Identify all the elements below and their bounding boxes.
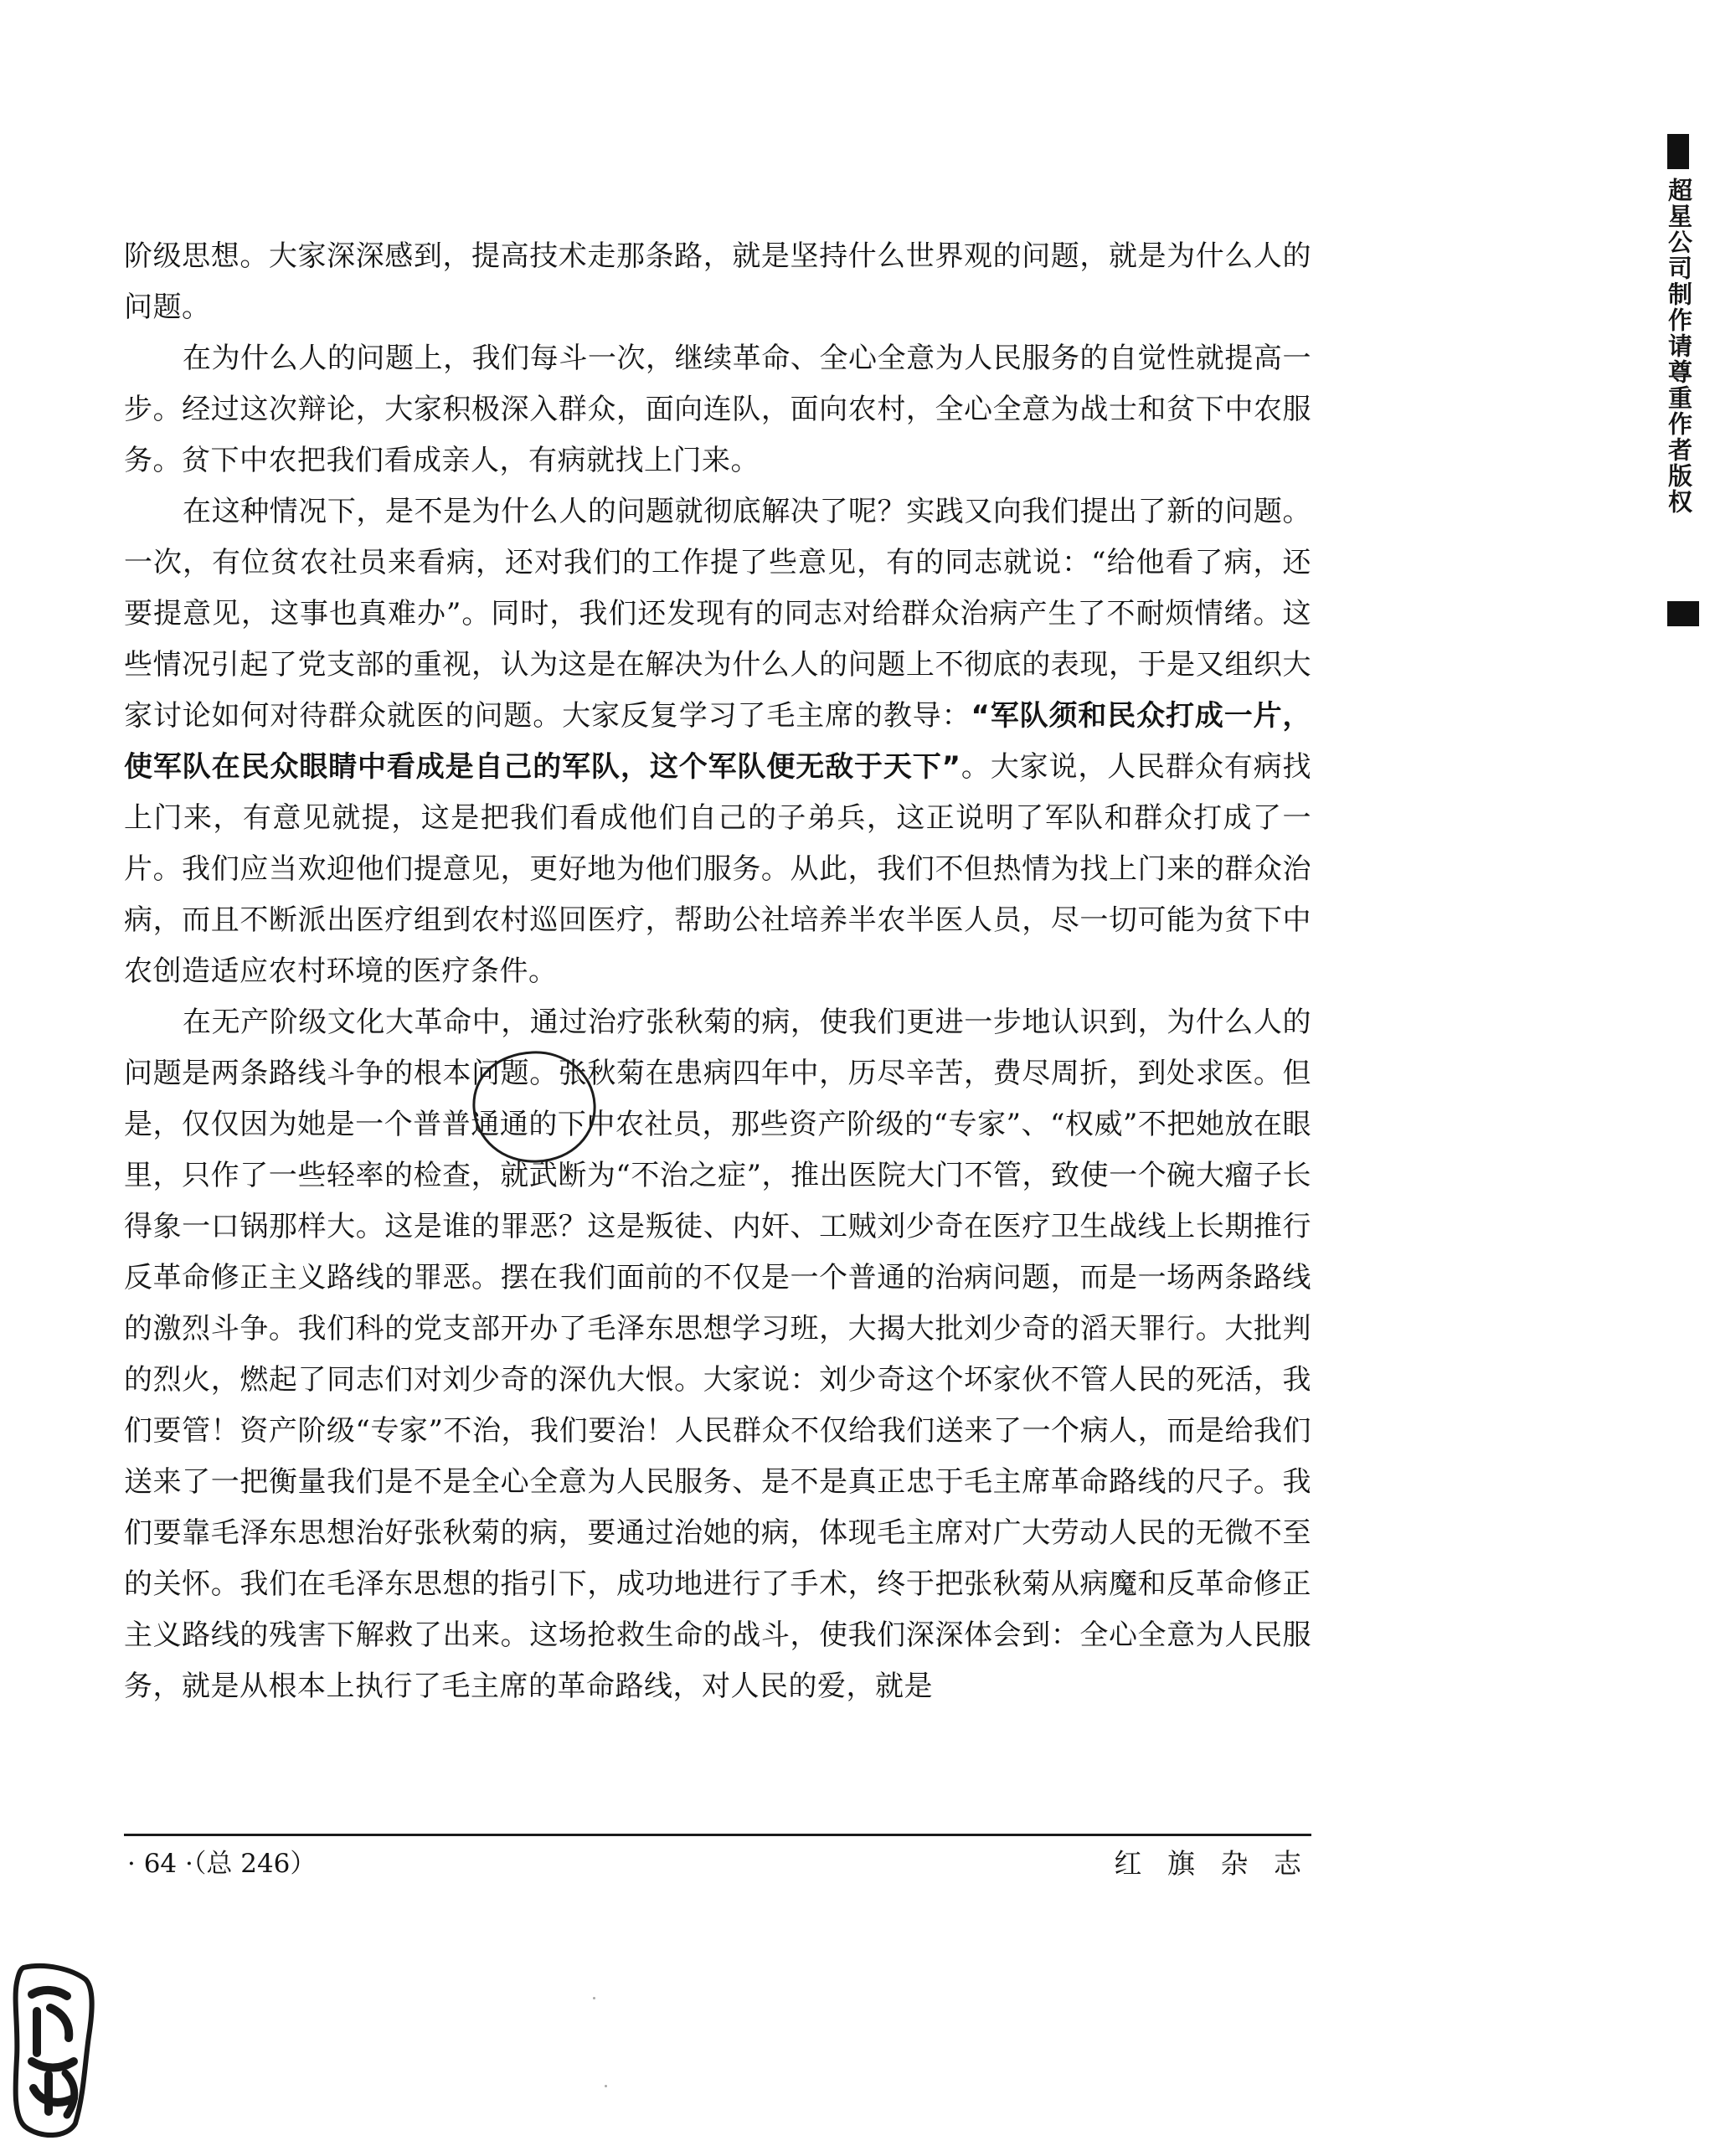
copyright-strip [1654, 134, 1701, 632]
paragraph-4-text: 在无产阶级文化大革命中，通过治疗张秋菊的病，使我们更进一步地认识到，为什么人的问题是两条路线斗争的根本问题。张秋菊在患病四年中，历尽辛苦，费尽周折，到处求医。但是，仅仅因为她是一个普普通通的下中农社员，那些资产阶级的“专家”、“权威”不把她放在眼里，只作了一些轻率的检查，就武断为“不治之症”，推出医院大门不管，致使一个碗大瘤子长得象一口锅那样大。这是谁的罪恶？这是叛徒、内奸、工贼刘少奇在医疗卫生战线上长期推行反革命修正主义路线的罪恶。摆在我们面前的不仅是一个普通的治病问题，而是一场两条路线的激烈斗争。我们科的党支部开办了毛泽东思想学习班，大揭大批刘少奇的滔天罪行。大批判的烈火，燃起了同志们对刘少奇的深仇大恨。大家说：刘少奇这个坏家伙不管人民的死活，我们要管！资产阶级“专家”不治，我们要治！人民群众不仅给我们送来了一个病人，而是给我们送来了一把衡量我们是不是全心全意为人民服务、是不是真正忠于毛主席革命路线的尺子。我们要靠毛泽东思想治好张秋菊的病，要通过治她的病，体现毛主席对广大劳动人民的无微不至的关怀。我们在毛泽东思想的指引下，成功地进行了手术，终于把张秋菊从病魔和反革命修正主义路线的残害下解救了出来。这场抢救生命的战斗，使我们深深体会到：全心全意为人民服务，就是从根本上执行了毛主席的革命路线，对人民的爱，就是 [124, 1006, 1311, 1703]
paragraph-3-text-a: 在这种情况下，是不是为什么人的问题就彻底解决了呢？实践又向我们提出了新的问题。一次，有位贫农社员来看病，还对我们的工作提了些意见，有的同志就说：“给他看了病，还要提意见，这事也真难办”。同时，我们还发现有的同志对给群众治病产生了不耐烦情绪。这些情况引起了党支部的重视，认为这是在解决为什么人的问题上不彻底的表现，于是又组织大家讨论如何对待群众就医的问题。大家反复学习了毛主席的教导： [124, 495, 1311, 733]
paragraph-2-text: 在为什么人的问题上，我们每斗一次，继续革命、全心全意为人民服务的自觉性就提高一步。经过这次辩论，大家积极深入群众，面向连队，面向农村，全心全意为战士和贫下中农服务。贫下中农把我们看成亲人，有病就找上门来。 [124, 342, 1311, 477]
mao-quotation: “军队须和民众打成一片，使军队在民众眼睛中看成是自己的军队，这个军队便无敌于天下” [124, 699, 1311, 784]
footer-rule [124, 1834, 1311, 1836]
paragraph-1 [124, 231, 1311, 333]
paragraph-3 [124, 486, 1311, 997]
article-body [124, 231, 1311, 1712]
scan-speck [593, 1997, 595, 1999]
scan-speck [605, 2085, 607, 2087]
strip-black-block-top [1667, 134, 1689, 169]
journal-name: 红 旗 杂 志 [1114, 1847, 1310, 1880]
paragraph-2 [124, 333, 1311, 486]
copyright-notice: 超星公司制作请尊重作者版权 [1665, 178, 1693, 515]
page-number: · 64 ·（总 246） [127, 1849, 317, 1879]
strip-black-block-bottom [1667, 601, 1699, 626]
paragraph-1-text: 阶级思想。大家深深感到，提高技术走那条路，就是坚持什么世界观的问题，就是为什么人的问题。 [124, 239, 1311, 324]
paragraph-3-text-b: 。大家说，人民群众有病找上门来，有意见就提，这是把我们看成他们自己的子弟兵，这正说明了军队和群众打成了一片。我们应当欢迎他们提意见，更好地为他们服务。从此，我们不但热情为找上门来的群众治病，而且不断派出医疗组到农村巡回医疗，帮助公社培养半农半医人员，尽一切可能为贫下中农创造适应农村环境的医疗条件。 [124, 750, 1311, 988]
paragraph-4 [124, 997, 1311, 1712]
seal-stamp [8, 1959, 100, 2143]
